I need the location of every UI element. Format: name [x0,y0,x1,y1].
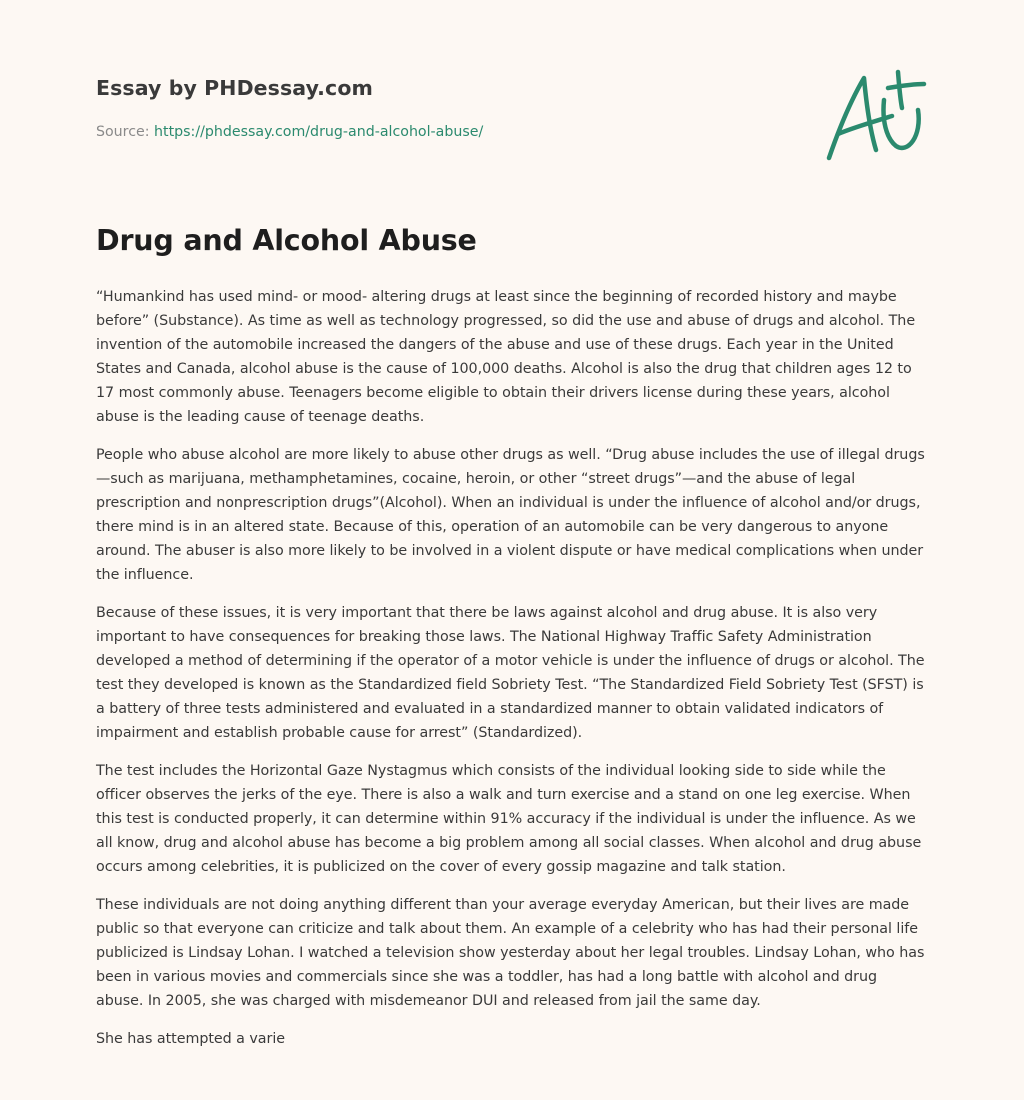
essay-paragraph: She has attempted a varie [96,1031,286,1047]
essay-paragraph: “Humankind has used mind- or mood- altering drugs at least since the beginning of recorded history and maybe before” (Substance). As time as well as technology progressed, so did the use and abuse of drugs and alcohol. The invention of the automobile increased the dangers of the abuse and use of these drugs. Each year in the United States and Canada, alcohol abuse is the cause of 100,000 deaths. Alcohol is also the drug that children ages 12 to 17 most commonly abuse. Teenagers become eligible to obtain their drivers license during these years, alcohol abuse is the leading cause of teenage deaths. [96,289,916,425]
a-plus-grade-icon [818,64,930,168]
essay-paragraph: These individuals are not doing anything different than your average everyday American, but their lives are made public so that everyone can criticize and talk about them. An example of a celebrity who has had their personal life publicized is Lindsay Lohan. I watched a television show yesterday about her legal troubles. Lindsay Lohan, who has been in various movies and commercials since she was a toddler, has had a long battle with alcohol and drug abuse. In 2005, she was charged with misdemeanor DUI and released from jail the same day. [96,897,925,1009]
source-link[interactable]: https://phdessay.com/drug-and-alcohol-abuse/ [154,124,484,140]
essay-paragraph: People who abuse alcohol are more likely to abuse other drugs as well. “Drug abuse includes the use of illegal drugs—such as marijuana, methamphetamines, cocaine, heroin, or other “street drugs”—and the abuse of legal prescription and nonprescription drugs”(Alcohol). When an individual is under the influence of alcohol and/or drugs, there mind is in an altered state. Because of this, operation of an automobile can be very dangerous to anyone around. The abuser is also more likely to be involved in a violent dispute or have medical complications when under the influence. [96,447,925,583]
essay-paragraph: Because of these issues, it is very important that there be laws against alcohol and drug abuse. It is also very important to have consequences for breaking those laws. The National Highway Traffic Safety Administration developed a method of determining if the operator of a motor vehicle is under the influence of drugs or alcohol. The test they developed is known as the Standardized field Sobriety Test. “The Standardized Field Sobriety Test (SFST) is a battery of three tests administered and evaluated in a standardized manner to obtain validated indicators of impairment and establish probable cause for arrest” (Standardized). [96,605,925,741]
essay-paragraph: The test includes the Horizontal Gaze Nystagmus which consists of the individual looking side to side while the officer observes the jerks of the eye. There is also a walk and turn exercise and a stand on one leg exercise. When this test is conducted properly, it can determine within 91% accuracy if the individual is under the influence. As we all know, drug and alcohol abuse has become a big problem among all social classes. When alcohol and drug abuse occurs among celebrities, it is publicized on the cover of every gossip magazine and talk station. [96,763,922,875]
essay-body [96,285,928,1065]
essay-title: Drug and Alcohol Abuse [96,224,477,257]
source-line [96,124,483,140]
site-title: Essay by PHDessay.com [96,76,373,100]
source-label: Source: [96,124,155,140]
